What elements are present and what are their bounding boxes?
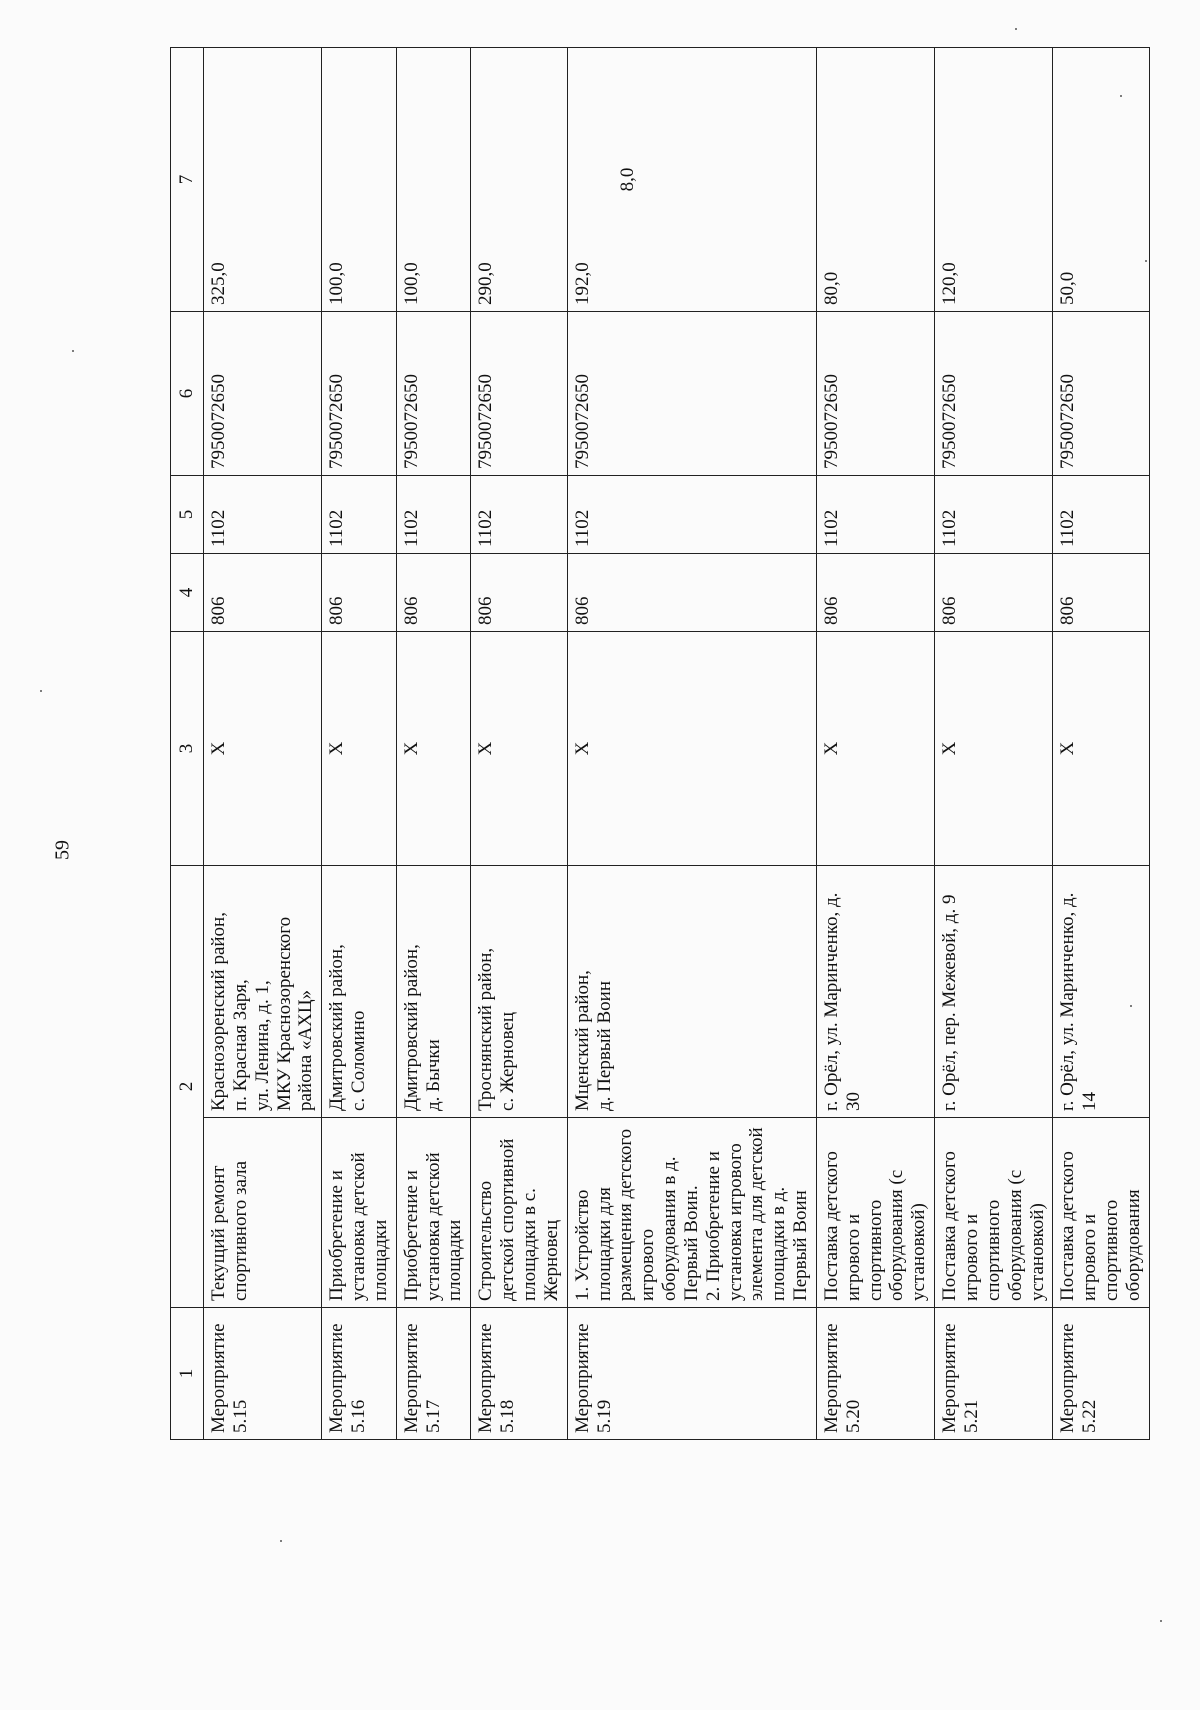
column-4-value: 806	[322, 554, 397, 632]
measure-id: Мероприятие 5.17	[396, 1308, 471, 1440]
scan-speck	[1145, 260, 1147, 262]
measure-description: Поставка детского игрового и спортивного оборудования (с установкой)	[816, 1118, 934, 1308]
measure-description: 1. Устройство площадки для размещения детского игрового оборудования в д. Первый Воин. 2. Приобретение и установка игрового элемента для детской площадки в д. Первый Воин	[567, 1118, 816, 1308]
column-6-value: 7950072650	[396, 312, 471, 476]
column-3-value: Х	[935, 632, 1053, 866]
column-5-value: 1102	[816, 476, 934, 554]
column-3-value: Х	[471, 632, 567, 866]
column-header: 6	[171, 312, 204, 476]
column-header: 4	[171, 554, 204, 632]
column-6-value: 7950072650	[567, 312, 816, 476]
table-row	[204, 48, 322, 1440]
column-4-value: 806	[567, 554, 816, 632]
amount-value: 100,0	[396, 48, 471, 312]
scan-speck	[72, 350, 74, 352]
column-header: 5	[171, 476, 204, 554]
column-5-value: 1102	[1053, 476, 1149, 554]
amount-value: 120,0	[935, 48, 1053, 312]
column-5-value: 1102	[935, 476, 1053, 554]
table-container	[170, 48, 1144, 1440]
column-header: 1	[171, 1308, 204, 1440]
column-6-value: 7950072650	[471, 312, 567, 476]
measure-id: Мероприятие 5.18	[471, 1308, 567, 1440]
table-row	[567, 48, 816, 1440]
table-body	[204, 48, 1150, 1440]
measure-description: Поставка детского игрового и спортивного оборудования (с установкой)	[935, 1118, 1053, 1308]
column-6-value: 7950072650	[816, 312, 934, 476]
measure-id: Мероприятие 5.22	[1053, 1308, 1149, 1440]
page-number: 59	[51, 840, 74, 860]
table-row	[1053, 48, 1149, 1440]
column-4-value: 806	[471, 554, 567, 632]
column-5-value: 1102	[204, 476, 322, 554]
measure-description: Поставка детского игрового и спортивного оборудования	[1053, 1118, 1149, 1308]
amount-value: 325,0	[204, 48, 322, 312]
column-6-value: 7950072650	[1053, 312, 1149, 476]
scan-speck	[1160, 1620, 1162, 1622]
column-4-value: 806	[935, 554, 1053, 632]
table-row	[816, 48, 934, 1440]
measure-description: Приобретение и установка детской площадки	[396, 1118, 471, 1308]
column-3-value: Х	[396, 632, 471, 866]
scan-speck	[1015, 28, 1017, 30]
column-3-value: Х	[204, 632, 322, 866]
measure-description: Текущий ремонт спортивного зала	[204, 1118, 322, 1308]
scan-speck	[1130, 1005, 1132, 1007]
measure-location: г. Орёл, ул. Маринченко, д. 14	[1053, 866, 1149, 1118]
column-header: 2	[171, 866, 204, 1308]
measure-location: Мценский район, д. Первый Воин	[567, 866, 816, 1118]
measure-id: Мероприятие 5.21	[935, 1308, 1053, 1440]
column-6-value: 7950072650	[204, 312, 322, 476]
column-3-value: Х	[567, 632, 816, 866]
amount-value: 100,0	[322, 48, 397, 312]
amount-value: 80,0	[816, 48, 934, 312]
column-4-value: 806	[204, 554, 322, 632]
amount-value: 290,0	[471, 48, 567, 312]
measure-id: Мероприятие 5.16	[322, 1308, 397, 1440]
measure-id: Мероприятие 5.20	[816, 1308, 934, 1440]
scan-speck	[40, 690, 42, 692]
column-4-value: 806	[1053, 554, 1149, 632]
measure-location: Дмитровский район, с. Соломино	[322, 866, 397, 1118]
scan-speck	[1120, 95, 1122, 97]
column-header: 3	[171, 632, 204, 866]
table-row	[935, 48, 1053, 1440]
measure-location: Дмитровский район, д. Бычки	[396, 866, 471, 1118]
column-3-value: Х	[1053, 632, 1149, 866]
measure-id: Мероприятие 5.19	[567, 1308, 816, 1440]
amount-value: 192,0	[571, 262, 593, 305]
scan-speck	[280, 1540, 282, 1542]
measures-table	[170, 47, 1150, 1440]
header-row	[171, 48, 204, 1440]
table-row	[471, 48, 567, 1440]
column-5-value: 1102	[567, 476, 816, 554]
amount-secondary-value: 8,0	[617, 167, 639, 192]
measure-id: Мероприятие 5.15	[204, 1308, 322, 1440]
measure-description: Строительство детской спортивной площадки в с. Жерновец	[471, 1118, 567, 1308]
column-3-value: Х	[816, 632, 934, 866]
column-4-value: 806	[396, 554, 471, 632]
table-row	[322, 48, 397, 1440]
measure-location: г. Орёл, пер. Межевой, д. 9	[935, 866, 1053, 1118]
column-5-value: 1102	[322, 476, 397, 554]
column-6-value: 7950072650	[322, 312, 397, 476]
column-5-value: 1102	[396, 476, 471, 554]
amount-value: 50,0	[1053, 48, 1149, 312]
table-row	[396, 48, 471, 1440]
measure-location: Краснозоренский район, п. Красная Заря, ул. Ленина, д. 1, МКУ Краснозоренского района «АХЦ»	[204, 866, 322, 1118]
column-header: 7	[171, 48, 204, 312]
measure-location: г. Орёл, ул. Маринченко, д. 30	[816, 866, 934, 1118]
column-3-value: Х	[322, 632, 397, 866]
column-6-value: 7950072650	[935, 312, 1053, 476]
measure-location: Троснянский район, с. Жерновец	[471, 866, 567, 1118]
column-4-value: 806	[816, 554, 934, 632]
measure-description: Приобретение и установка детской площадки	[322, 1118, 397, 1308]
amount-cell	[567, 48, 816, 312]
column-5-value: 1102	[471, 476, 567, 554]
